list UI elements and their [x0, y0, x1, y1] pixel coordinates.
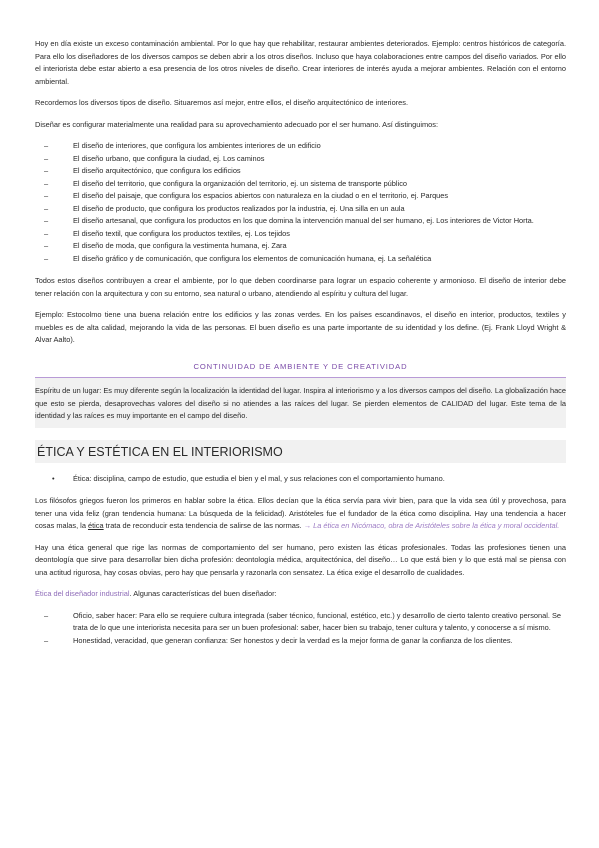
- continuity-heading: CONTINUIDAD DE AMBIENTE Y DE CREATIVIDAD: [35, 361, 566, 379]
- intro-paragraph: Hoy en día existe un exceso contaminación ambiental. Por lo que hay que rehabilitar, restaurar ambientes deteriorados. Ejemplo: centros históricos de categoría. Para ello los diseñadores de los diversos campos se deben abrir a los otros diseños. Incluso que haya colaboraciones entre campos del diseño variados. Por ello el interiorista debe estar abierto a esa presencia de los otros niveles de diseño. Crear interiores de interés ayuda a mejorar ambientes. Relación con el entorno ambiental.: [35, 39, 566, 86]
- document-page: [35, 38, 566, 657]
- list-item: – El diseño arquitectónico, que configura los edificios: [44, 166, 241, 175]
- section-heading: ÉTICA Y ESTÉTICA EN EL INTERIORISMO: [35, 440, 566, 463]
- list-item: – El diseño del territorio, que configura la organización del territorio, ej. un sistema de transporte público: [44, 178, 407, 188]
- list-item: – El diseño artesanal, que configura los productos en los que domina la intervención manual del ser humano, ej. Los interiores de Victor Horta.: [44, 216, 534, 225]
- example-paragraph: Ejemplo: Estocolmo tiene una buena relación entre los edificios y las zonas verdes. En los países escandinavos, el diseño en interior, productos, textiles y muebles es de alta calidad, mejorando la vida de las personas. El buen diseño es una parte importante de su identidad y los define. (Ej. Frank Lloyd Wright & Alvar Aalto).: [35, 310, 566, 344]
- list-item: – Oficio, saber hacer: Para ello se requiere cultura integrada (saber técnico, funcional, estético, etc.) y desarrollo de cierto talento creativo personal. Se trata de lo que une interiorista necesita para ser un buen profesional: saber, hacer bien su trabajo, tener cultura y talento, y conocerse a sí mismo.: [44, 610, 562, 632]
- list-item: – El diseño textil, que configura los productos textiles, ej. Los tejidos: [44, 228, 290, 238]
- list-item: – El diseño del paisaje, que configura los espacios abiertos con naturaleza en la ciudad o en el territorio, ej. Parques: [44, 191, 449, 200]
- ethics-bullet-list: [35, 473, 566, 486]
- list-item: – El diseño de producto, que configura los productos realizados por la industria, ej. Una silla en un aula: [44, 203, 405, 213]
- continuity-text: Espíritu de un lugar: Es muy diferente según la localización la identidad del lugar. Inspira al interiorismo y a los diversos campos del diseño. La globalización hace que esto se pierda, desaprovechas valores del diseño si no atiendes a las raíces del lugar. Se pierden elementos de CALIDAD del lugar. Este tema de la identidad y las raíces es muy importante en el campo del diseño.: [35, 386, 566, 420]
- nicomaco-link[interactable]: → La ética en Nicómaco, obra de Aristóteles sobre la ética y moral occidental.: [303, 521, 560, 530]
- list-item: – El diseño de interiores, que configura los ambientes interiores de un edificio: [44, 141, 321, 150]
- greek-philosophers-paragraph: Los filósofos griegos fueron los primeros en hablar sobre la ética. Ellos decían que la ética servía para vivir bien, para que la vida sea útil y provechosa, para tener una vida feliz (gran tendencia humana: La búsqueda de la felicidad). Aristóteles fue el fundador de la ética como disciplina. Hay una tendencia a hacer cosas malas, la ética trata de reconducir esta tendencia de salirse de las normas. → La ética en Nicómaco, obra de Aristóteles sobre la ética y moral occidental.: [35, 496, 566, 530]
- bullet-icon: •: [52, 473, 55, 483]
- list-item: – El diseño de moda, que configura la vestimenta humana, ej. Zara: [44, 241, 287, 250]
- design-types-list: [35, 140, 566, 265]
- design-types-intro: Recordemos los diversos tipos de diseño. Situaremos así mejor, entre ellos, el diseño arquitectónico de interiores.: [35, 98, 409, 107]
- designer-traits-list: [35, 610, 566, 648]
- list-item: – El diseño gráfico y de comunicación, que configura los elementos de comunicación humana, ej. La señalética: [44, 253, 432, 263]
- designer-ethics-intro: Ética del diseñador industrial. Algunas características del buen diseñador:: [35, 589, 277, 598]
- coordination-paragraph: Todos estos diseños contribuyen a crear el ambiente, por lo que deben coordinarse para lograr un espacio coherente y armonioso. El diseño de interior debe tener relación con la arquitectura y con su entorno, sea natural o urbano, atendiendo al espíritu y cultura del lugar.: [35, 276, 566, 298]
- design-definition: Diseñar es configurar materialmente una realidad para su aprovechamiento adecuado por el ser humano. Así distinguimos:: [35, 119, 439, 129]
- list-item: – El diseño urbano, que configura la ciudad, ej. Los caminos: [44, 153, 265, 163]
- continuity-box: [35, 378, 566, 428]
- list-item: – Honestidad, veracidad, que generan confianza: Ser honestos y decir la verdad es la mejor forma de ganar la confianza de los clientes.: [44, 635, 513, 645]
- list-item: • Ética: disciplina, campo de estudio, que estudia el bien y el mal, y sus relaciones con el comportamiento humano.: [35, 473, 566, 486]
- professional-ethics-paragraph: Hay una ética general que rige las normas de comportamiento del ser humano, pero existen las éticas profesionales. Todas las profesiones tienen una deontología que sirve para desarrollar bien dicha profesión: deontología médica, arquitectónica, del diseño… Lo que está bien y lo que está mal se piensa con una actitud rigurosa, hay cosas obvias, pero hay que pensarla y razonarla con sensatez. La ética exige el desarrollo de cualidades.: [35, 542, 566, 577]
- designer-ethics-label: Ética del diseñador industrial: [35, 589, 130, 598]
